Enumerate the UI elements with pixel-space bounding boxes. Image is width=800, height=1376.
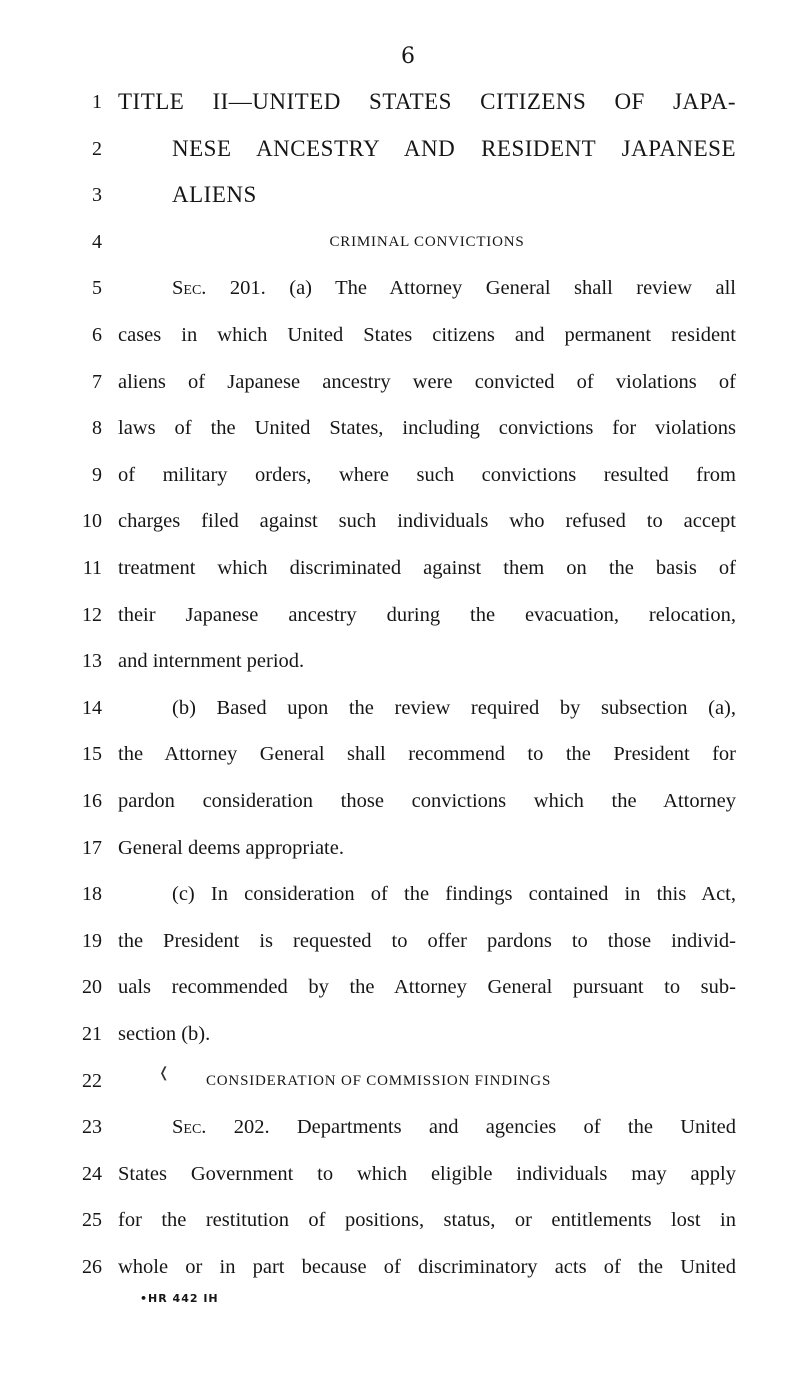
line-text: pardon consideration those convictions which the Attorney	[118, 790, 736, 812]
line-number: 18	[82, 883, 102, 906]
bill-line	[0, 692, 800, 724]
bill-line	[0, 179, 800, 211]
bill-line	[0, 86, 800, 118]
bill-line	[0, 1018, 800, 1050]
line-text: (b) Based upon the review required by subsection (a),	[172, 696, 736, 719]
bill-line	[0, 925, 800, 957]
line-number: 20	[82, 976, 102, 999]
line-text: CONSIDERATION OF COMMISSION FINDINGS	[206, 1072, 552, 1089]
bill-line	[0, 878, 800, 910]
section-text: 202. Departments and agencies of the United	[206, 1116, 736, 1139]
bill-identifier-footer: •HR 442 IH	[140, 1292, 219, 1305]
line-text: General deems appropriate.	[118, 836, 344, 859]
line-text: treatment which discriminated against them on the basis of	[118, 557, 736, 579]
line-number: 26	[82, 1256, 102, 1278]
bill-line	[0, 599, 800, 631]
line-text: whole or in part because of discriminatory acts of the United	[118, 1256, 736, 1278]
bill-line	[0, 272, 800, 304]
line-number: 15	[82, 743, 102, 766]
bill-line	[0, 133, 800, 165]
line-text: charges filed against such individuals who refused to accept	[118, 510, 736, 533]
line-text: uals recommended by the Attorney General pursuant to sub-	[118, 976, 736, 999]
line-text: section (b).	[118, 1023, 211, 1045]
line-text	[172, 272, 736, 304]
line-number: 13	[82, 650, 102, 673]
bill-line	[0, 552, 800, 584]
bill-line	[0, 785, 800, 817]
line-number: 22	[82, 1069, 102, 1092]
line-text: of military orders, where such convictions resulted from	[118, 463, 736, 486]
line-number: 12	[82, 603, 102, 626]
line-text: for the restitution of positions, status, or entitlements lost in	[118, 1209, 736, 1232]
line-text: NESE ANCESTRY AND RESIDENT JAPANESE	[172, 135, 736, 161]
page-number: 6	[401, 44, 415, 69]
bill-line	[0, 1158, 800, 1190]
line-text: aliens of Japanese ancestry were convicted of violations of	[118, 370, 736, 393]
section-text: 201. (a) The Attorney General shall review all	[206, 277, 736, 300]
line-number: 10	[82, 510, 102, 533]
line-number: 24	[82, 1162, 102, 1185]
line-text	[172, 1111, 736, 1143]
line-number: 3	[92, 184, 102, 207]
bill-line	[0, 459, 800, 491]
bill-line	[0, 366, 800, 398]
bill-line	[0, 319, 800, 351]
line-number: 21	[82, 1023, 102, 1045]
line-number: 2	[92, 137, 102, 160]
bill-line	[0, 832, 800, 864]
bill-line	[0, 505, 800, 537]
line-text: ALIENS	[172, 182, 257, 208]
line-text: cases in which United States citizens and permanent resident	[118, 324, 736, 346]
scan-speck: ❬	[158, 1065, 170, 1081]
bill-line	[0, 1204, 800, 1236]
bill-line	[0, 645, 800, 677]
bill-line	[0, 412, 800, 444]
line-text: laws of the United States, including convictions for violations	[118, 417, 736, 440]
line-text: States Government to which eligible individuals may apply	[118, 1162, 736, 1185]
line-number: 1	[92, 91, 102, 113]
line-number: 23	[82, 1116, 102, 1139]
bill-line	[0, 738, 800, 770]
line-text: and internment period.	[118, 650, 305, 673]
bill-line	[0, 971, 800, 1003]
line-text: CRIMINAL CONVICTIONS	[329, 233, 525, 250]
line-number: 5	[92, 277, 102, 300]
bill-line	[0, 226, 800, 258]
line-number: 11	[82, 557, 102, 579]
line-number: 8	[92, 417, 102, 440]
line-number: 9	[92, 463, 102, 486]
line-number: 14	[82, 696, 102, 719]
line-number: 4	[92, 230, 102, 253]
line-number: 17	[82, 836, 102, 859]
line-text: (c) In consideration of the findings contained in this Act,	[172, 883, 736, 906]
bill-line	[0, 1251, 800, 1283]
line-text: the Attorney General shall recommend to the President for	[118, 743, 736, 766]
bill-line	[0, 1065, 800, 1097]
section-label: Sec.	[172, 277, 207, 300]
line-number: 16	[82, 790, 102, 812]
line-text: the President is requested to offer pardons to those individ-	[118, 929, 736, 952]
section-label: Sec.	[172, 1116, 207, 1139]
line-text: their Japanese ancestry during the evacuation, relocation,	[118, 603, 736, 626]
line-text: TITLE II—UNITED STATES CITIZENS OF JAPA-	[118, 89, 736, 114]
line-number: 25	[82, 1209, 102, 1232]
line-number: 7	[92, 370, 102, 393]
bill-line	[0, 1111, 800, 1143]
line-number: 6	[92, 324, 102, 346]
line-number: 19	[82, 929, 102, 952]
